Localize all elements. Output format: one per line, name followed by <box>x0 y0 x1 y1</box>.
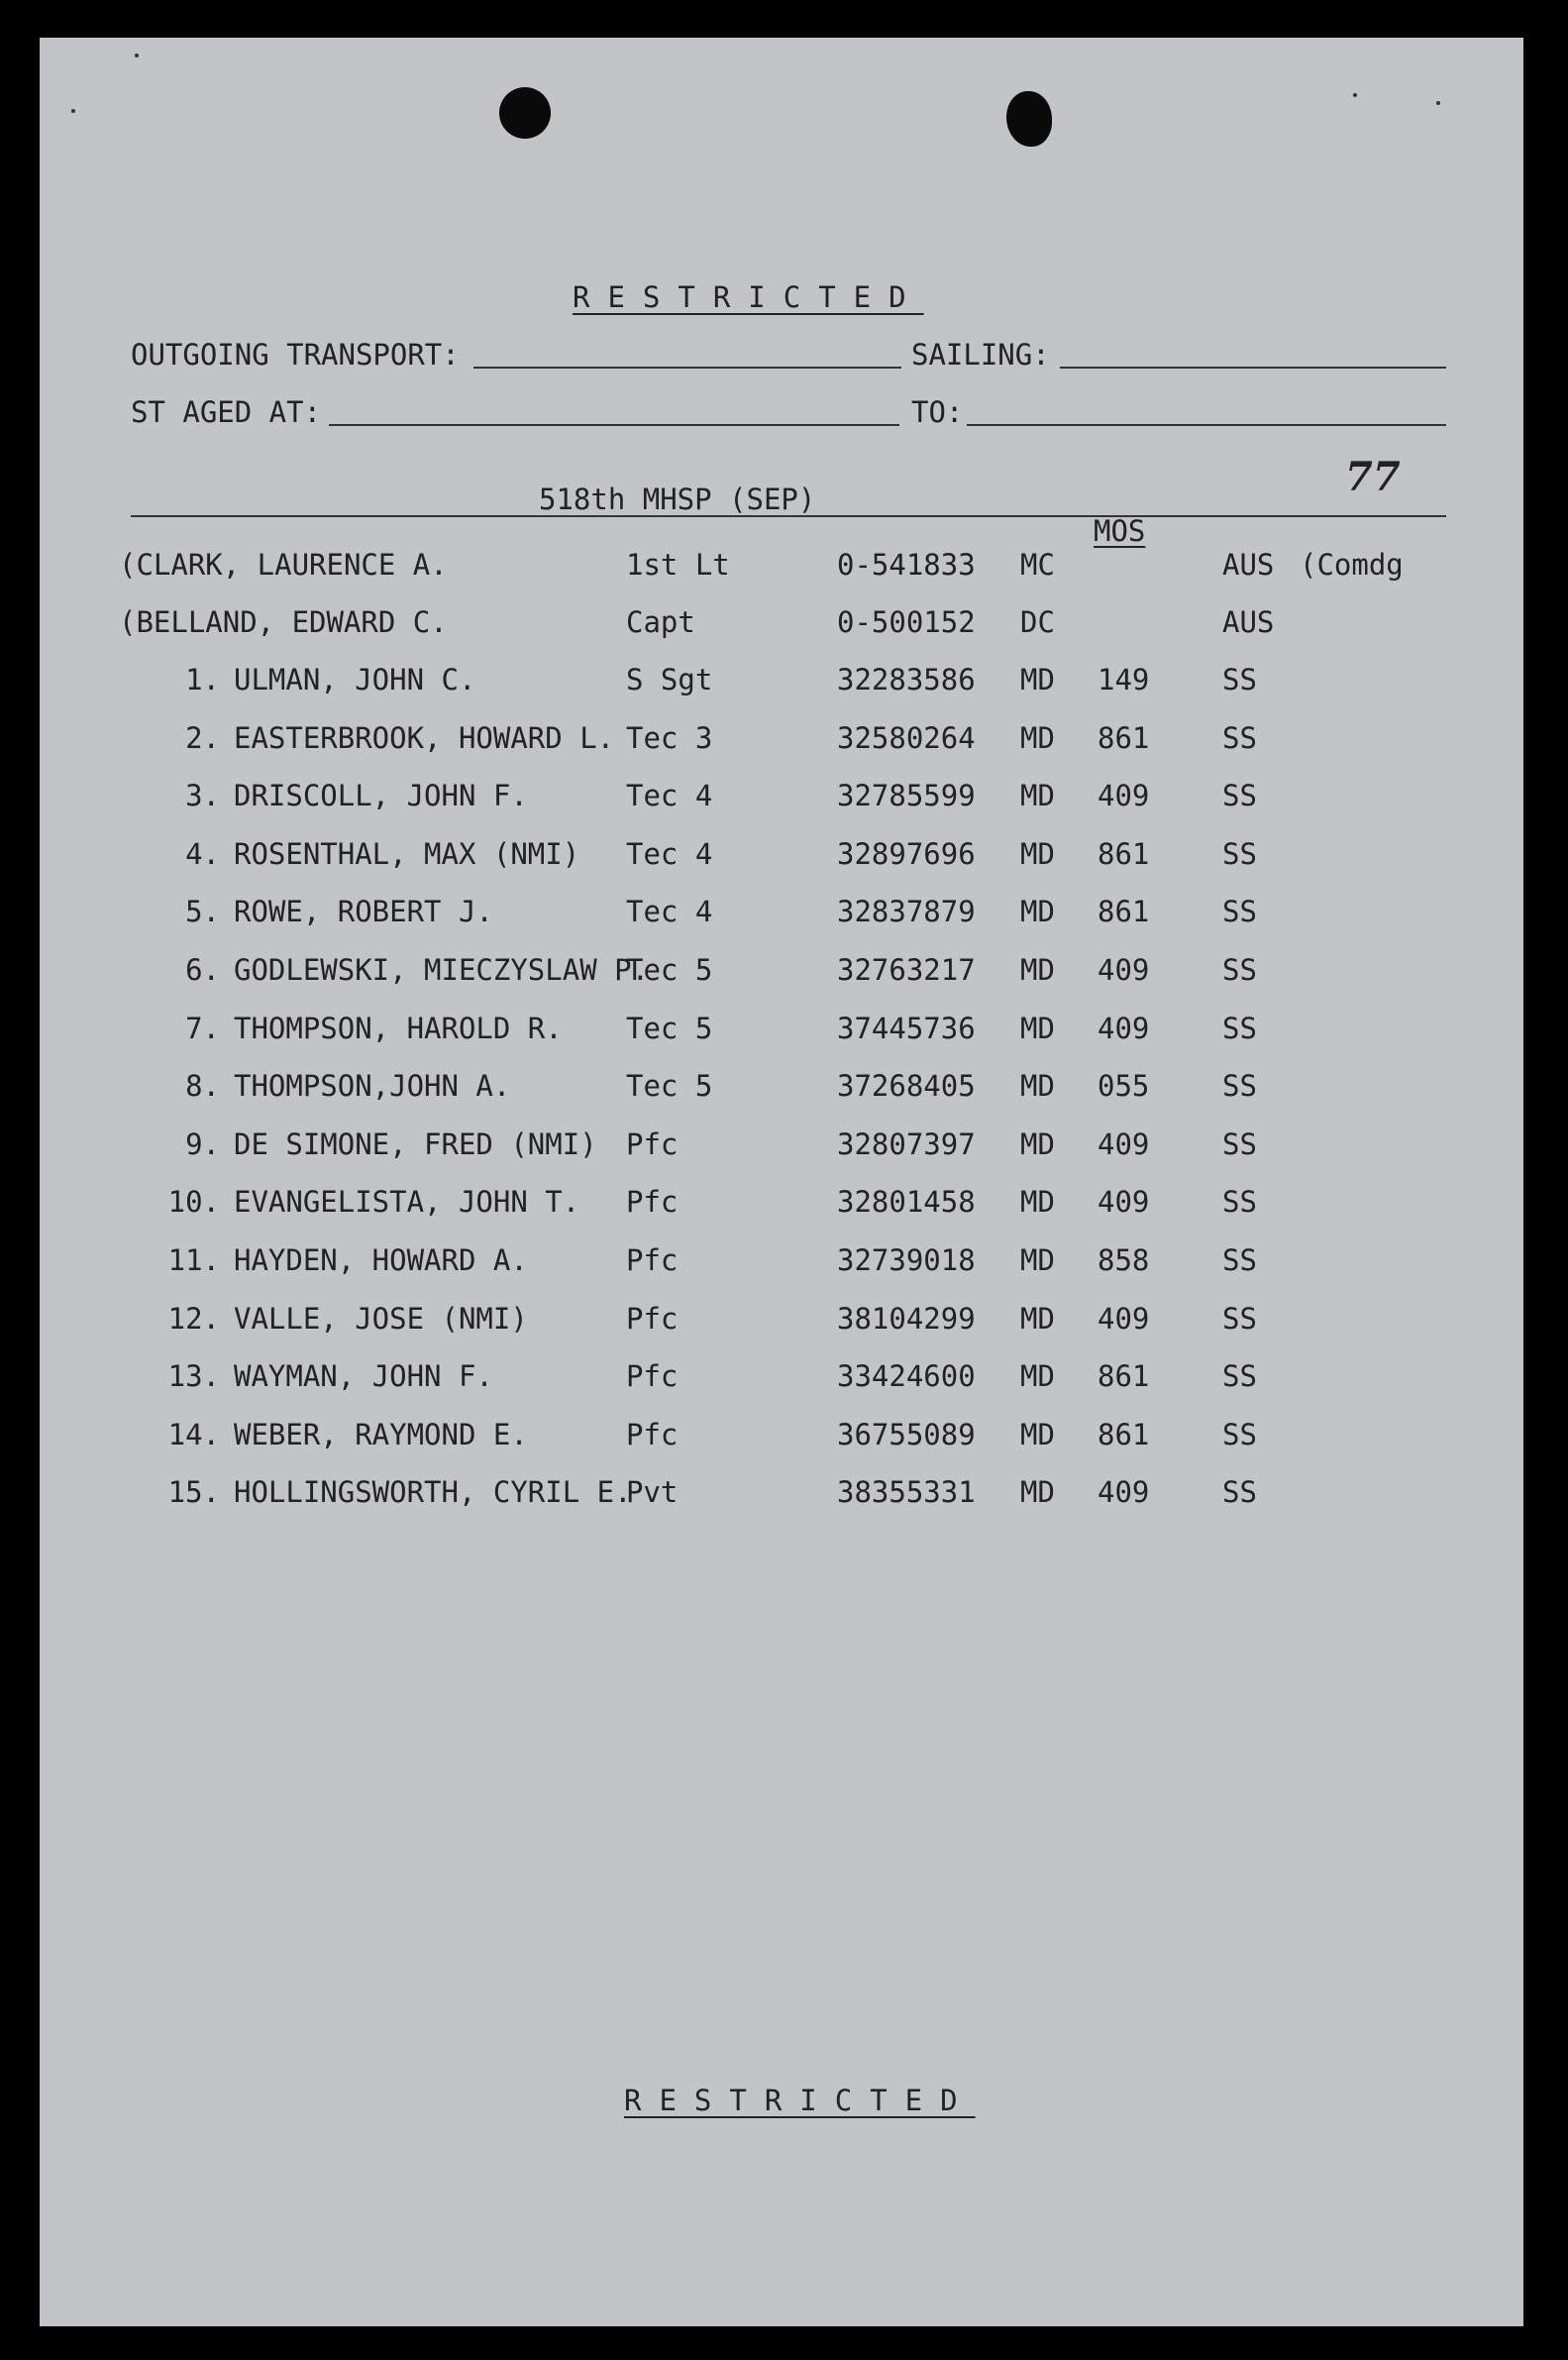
roster-number: 7. <box>185 1011 220 1045</box>
roster-branch: MD <box>1020 1359 1055 1394</box>
officer-status: AUS <box>1222 605 1275 639</box>
punch-hole-left <box>499 87 551 139</box>
roster-rank: Tec 5 <box>626 1069 713 1104</box>
roster-mos: 055 <box>1098 1069 1150 1104</box>
roster-branch: MD <box>1020 1243 1055 1277</box>
roster-name: EVANGELISTA, JOHN T. <box>234 1185 580 1220</box>
mos-header: MOS <box>1094 514 1146 548</box>
to-label: TO: <box>911 395 964 429</box>
roster-status: SS <box>1222 1126 1257 1161</box>
roster-branch: MD <box>1020 779 1055 813</box>
roster-number: 8. <box>185 1069 220 1104</box>
roster-rank: Tec 4 <box>626 779 713 813</box>
roster-mos: 861 <box>1098 720 1150 755</box>
roster-rank: Pfc <box>626 1359 679 1394</box>
roster-status: SS <box>1222 663 1257 697</box>
officer-serial: 0-500152 <box>837 605 976 639</box>
roster-branch: MD <box>1020 1069 1055 1104</box>
roster-rank: S Sgt <box>626 663 713 697</box>
roster-status: SS <box>1222 1243 1257 1277</box>
speck <box>71 109 75 113</box>
roster-number: 5. <box>185 895 220 929</box>
roster-rank: Pfc <box>626 1126 679 1161</box>
roster-mos: 409 <box>1098 779 1150 813</box>
to-line <box>967 424 1446 426</box>
roster-rank: Pfc <box>626 1243 679 1277</box>
roster-name: DE SIMONE, FRED (NMI) <box>234 1126 597 1161</box>
speck <box>1353 93 1357 97</box>
roster-number: 11. <box>167 1243 220 1277</box>
roster-name: THOMPSON,JOHN A. <box>234 1069 511 1104</box>
roster-status: SS <box>1222 1301 1257 1336</box>
sailing-line <box>1060 367 1446 369</box>
roster-serial: 38355331 <box>837 1475 976 1510</box>
roster-serial: 36755089 <box>837 1417 976 1451</box>
page-number: 77 <box>1345 454 1401 500</box>
roster-mos: 861 <box>1098 836 1150 871</box>
roster-mos: 409 <box>1098 1301 1150 1336</box>
roster-branch: MD <box>1020 1185 1055 1220</box>
roster-rank: Tec 5 <box>626 1011 713 1045</box>
roster-mos: 858 <box>1098 1243 1150 1277</box>
roster-name: WEBER, RAYMOND E. <box>234 1417 528 1451</box>
roster-branch: MD <box>1020 1011 1055 1045</box>
roster-branch: MD <box>1020 836 1055 871</box>
roster-rank: Tec 3 <box>626 720 713 755</box>
roster-name: HAYDEN, HOWARD A. <box>234 1243 528 1277</box>
roster-mos: 409 <box>1098 1011 1150 1045</box>
roster-mos: 409 <box>1098 1185 1150 1220</box>
roster-serial: 32897696 <box>837 836 976 871</box>
roster-number: 13. <box>167 1359 220 1394</box>
restricted-header: RESTRICTED <box>573 280 924 314</box>
officer-status: AUS <box>1222 548 1275 582</box>
roster-number: 3. <box>185 779 220 813</box>
roster-branch: MD <box>1020 1301 1055 1336</box>
officer-rank: Capt <box>626 605 695 639</box>
roster-number: 15. <box>167 1475 220 1510</box>
roster-number: 14. <box>167 1417 220 1451</box>
roster-rank: Pvt <box>626 1475 679 1510</box>
officer-rank: 1st Lt <box>626 548 730 582</box>
roster-name: THOMPSON, HAROLD R. <box>234 1011 563 1045</box>
unit-rule <box>131 515 1446 517</box>
roster-number: 9. <box>185 1126 220 1161</box>
roster-number: 2. <box>185 720 220 755</box>
officer-note: (Comdg <box>1300 548 1404 582</box>
roster-status: SS <box>1222 836 1257 871</box>
sailing-label: SAILING: <box>911 338 1050 372</box>
roster-name: ULMAN, JOHN C. <box>234 663 476 697</box>
roster-status: SS <box>1222 1069 1257 1104</box>
speck <box>1436 101 1440 105</box>
roster-branch: MD <box>1020 663 1055 697</box>
officer-name: (CLARK, LAURENCE A. <box>119 548 448 582</box>
officer-serial: 0-541833 <box>837 548 976 582</box>
roster-status: SS <box>1222 1417 1257 1451</box>
outgoing-transport-line <box>473 367 901 369</box>
officer-name: (BELLAND, EDWARD C. <box>119 605 448 639</box>
roster-serial: 32807397 <box>837 1126 976 1161</box>
roster-mos: 409 <box>1098 1475 1150 1510</box>
roster-serial: 32801458 <box>837 1185 976 1220</box>
unit-title: 518th MHSP (SEP) <box>539 483 816 516</box>
speck <box>135 54 139 57</box>
officer-branch: DC <box>1020 605 1055 639</box>
officer-branch: MC <box>1020 548 1055 582</box>
roster-rank: Pfc <box>626 1417 679 1451</box>
roster-name: ROWE, ROBERT J. <box>234 895 493 929</box>
roster-number: 10. <box>167 1185 220 1220</box>
roster-rank: Tec 5 <box>626 953 713 987</box>
roster-rank: Tec 4 <box>626 895 713 929</box>
staged-at-line <box>329 424 899 426</box>
roster-status: SS <box>1222 953 1257 987</box>
roster-number: 4. <box>185 836 220 871</box>
roster-serial: 38104299 <box>837 1301 976 1336</box>
roster-rank: Tec 4 <box>626 836 713 871</box>
roster-serial: 32785599 <box>837 779 976 813</box>
roster-serial: 32580264 <box>837 720 976 755</box>
document-page <box>40 38 1523 2326</box>
roster-serial: 32283586 <box>837 663 976 697</box>
roster-status: SS <box>1222 1011 1257 1045</box>
roster-serial: 32739018 <box>837 1243 976 1277</box>
roster-status: SS <box>1222 779 1257 813</box>
roster-status: SS <box>1222 895 1257 929</box>
roster-mos: 861 <box>1098 895 1150 929</box>
roster-status: SS <box>1222 1475 1257 1510</box>
roster-serial: 32763217 <box>837 953 976 987</box>
roster-serial: 37268405 <box>837 1069 976 1104</box>
roster-rank: Pfc <box>626 1185 679 1220</box>
roster-branch: MD <box>1020 1126 1055 1161</box>
restricted-footer: RESTRICTED <box>624 2084 976 2117</box>
roster-name: HOLLINGSWORTH, CYRIL E. <box>234 1475 632 1510</box>
roster-status: SS <box>1222 720 1257 755</box>
punch-hole-right <box>1006 91 1052 147</box>
roster-branch: MD <box>1020 953 1055 987</box>
roster-mos: 409 <box>1098 953 1150 987</box>
staged-at-label: ST AGED AT: <box>131 395 322 429</box>
roster-serial: 33424600 <box>837 1359 976 1394</box>
roster-name: ROSENTHAL, MAX (NMI) <box>234 836 580 871</box>
roster-number: 6. <box>185 953 220 987</box>
roster-number: 1. <box>185 663 220 697</box>
roster-name: WAYMAN, JOHN F. <box>234 1359 493 1394</box>
roster-name: VALLE, JOSE (NMI) <box>234 1301 528 1336</box>
roster-rank: Pfc <box>626 1301 679 1336</box>
roster-name: DRISCOLL, JOHN F. <box>234 779 528 813</box>
roster-status: SS <box>1222 1185 1257 1220</box>
roster-branch: MD <box>1020 720 1055 755</box>
roster-branch: MD <box>1020 1417 1055 1451</box>
roster-number: 12. <box>167 1301 220 1336</box>
roster-branch: MD <box>1020 1475 1055 1510</box>
roster-mos: 409 <box>1098 1126 1150 1161</box>
roster-serial: 32837879 <box>837 895 976 929</box>
roster-name: EASTERBROOK, HOWARD L. <box>234 720 615 755</box>
outgoing-transport-label: OUTGOING TRANSPORT: <box>131 338 460 372</box>
roster-status: SS <box>1222 1359 1257 1394</box>
roster-mos: 149 <box>1098 663 1150 697</box>
roster-name: GODLEWSKI, MIECZYSLAW P. <box>234 953 650 987</box>
roster-mos: 861 <box>1098 1359 1150 1394</box>
roster-mos: 861 <box>1098 1417 1150 1451</box>
roster-serial: 37445736 <box>837 1011 976 1045</box>
roster-branch: MD <box>1020 895 1055 929</box>
